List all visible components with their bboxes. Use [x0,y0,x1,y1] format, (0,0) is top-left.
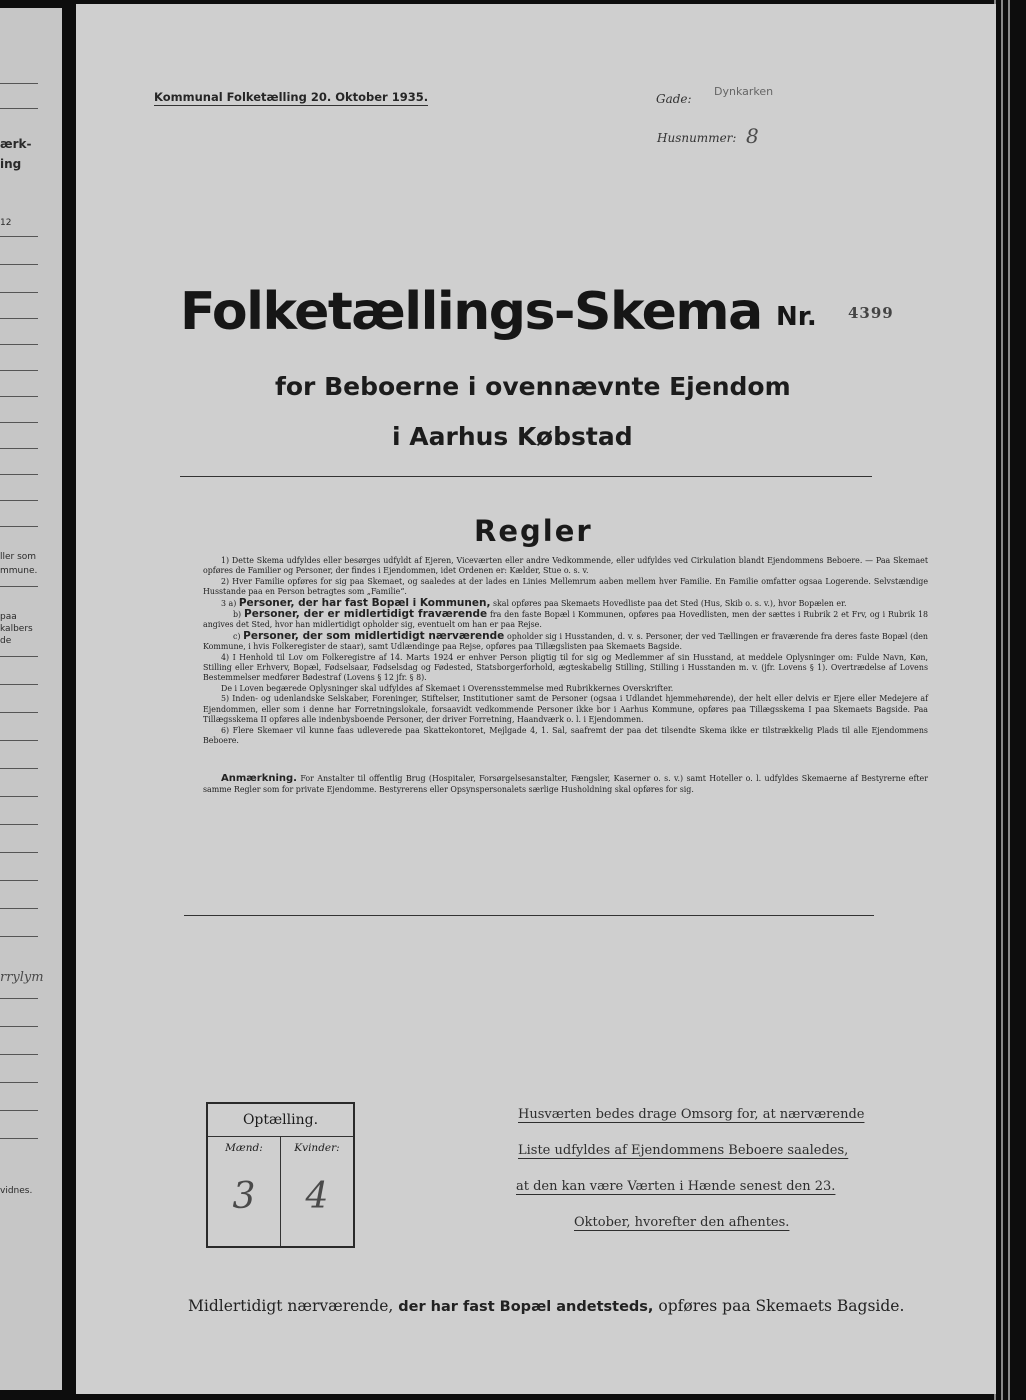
rule-line [0,500,38,501]
rule-line [0,768,38,769]
rule-line [0,936,38,937]
rule-1: 1) Dette Skema udfyldes eller besørges udfyldt af Ejeren, Viceværten eller andre Vedkommende, eller udfyldes ved Cirkulation blandt Ejendommens Beboere. — Paa Skemaet opføres de Familier og Personer, der findes i Ejendommen, idet Ordenen er: Kælder, Stue o. s. v. [203,556,928,576]
rule-4: 4) I Henhold til Lov om Folkeregistre af 14. Marts 1924 er enhver Person pligtig til for sig og Medlemmer af sin Husstand, at meddele Oplysninger om: Fulde Navn, Køn, Stilling eller Erhverv, Bopæl, Fødselsaar, Fødselsdag og Fødested, Statsborgerforhold, ægteskabelig Stilling, Stilling i Husstanden m. v. (jfr. Lovens § 1). Overtrædelse af Lovens Bestemmelser medfører Bødestraf (Lovens § 12 jfr. § 8). [203,652,928,683]
count-box [206,1102,355,1248]
left-fragment: kalbers [0,624,33,634]
rule-line [0,908,38,909]
rule-line [0,1054,38,1055]
women-count: 4 [305,1176,329,1217]
rule-line [0,422,38,423]
remark-text: For Anstalter til offentlig Brug (Hospitaler, Forsørgelsesanstalter, Fængsler, Kaserner o. s. v.) samt Hoteller o. l. udfyldes Skemaerne af Bestyrerne efter samme Regler som for private Ejendomme. Bestyrerens eller Opsynspersonalets særlige Husholdning skal opføres for sig. [203,774,928,794]
footer-part-2: opføres paa Skemaets Bagside. [658,1297,905,1315]
rule-3a-number: 3 a) [221,598,237,608]
left-handwriting: rrylym [0,970,44,985]
landlord-note-line: Husværten bedes drage Omsorg for, at nærværende [518,1107,865,1122]
rule-line [0,526,38,527]
rule-line [0,83,38,84]
footer-note [188,1297,904,1315]
rule-3a-text: skal opføres paa Skemaets Hovedliste paa det Sted (Hus, Skib o. s. v.), hvor Bopælen er. [492,598,847,608]
remark [203,774,928,795]
rule-3c-text: opholder sig i Husstanden, d. v. s. Personer, der ved Tællingen er fraværende fra deres faste Bopæl (den Kommune, i hvis Folkeregister de staar), samt Udlændinge paa Rejse, opføres paa Tillægslisten paa Skemaets Bagside. [203,631,928,652]
rule-line [0,318,38,319]
left-fragment: paa [0,612,17,622]
landlord-note-line: Oktober, hvorefter den afhentes. [574,1215,790,1230]
rule-line [0,852,38,853]
rule-line [0,236,38,237]
census-line: Kommunal Folketælling 20. Oktober 1935. [154,90,429,104]
rule-line [0,474,38,475]
street-value: Dynkarken [714,85,774,98]
left-fragment: 12 [0,218,12,228]
men-label: Mænd: [225,1142,263,1154]
census-form-page [76,4,996,1394]
rule-5: 5) Inden- og udenlandske Selskaber, Foreninger, Stiftelser, Institutioner samt de Personer (ogsaa i Udlandet hjemmehørende), der helt eller delvis er Ejere eller Medejere af Ejendommen, eller som i denne har Forretningslokale, forsaavidt vedkommende Personer ikke bor i Aarhus Kommune, opføres paa Tillægsskema I paa Skemaets Bagside. Paa Tillægsskema II opføres alle indenbysboende Personer, der driver Forretning, Haandværk o. l. i Ejendommen. [203,694,928,725]
edge-line [1001,0,1003,1400]
left-fragment: vidnes. [0,1186,33,1196]
landlord-note-line: at den kan være Værten i Hænde senest den 23. [516,1179,836,1194]
street-label: Gade: [656,92,692,106]
rule-line [0,880,38,881]
left-fragment: ller som [0,552,37,562]
rule-line [0,344,38,345]
rule-3b [203,609,928,631]
rules-text [203,556,928,795]
rule-line [0,1138,38,1139]
divider [184,915,874,916]
left-fragment: ærk- [0,137,32,151]
rules-heading: Regler [474,514,593,548]
rule-4b: De i Loven begærede Oplysninger skal udfyldes af Skemaet i Overensstemmelse med Rubrikkernes Overskrifter. [221,683,674,693]
left-fragment: mmune. [0,566,38,576]
rule-line [0,684,38,685]
form-title: Folketællings-Skema [180,282,762,342]
left-fragment: ing [0,157,22,171]
rule-line [0,586,38,587]
rule-3b-heading: Personer, der er midlertidigt fraværende [244,608,488,621]
rule-line [0,396,38,397]
left-facing-page [0,8,62,1390]
rule-6: 6) Flere Skemaer vil kunne faas udleverede paa Skattekontoret, Mejlgade 4, 1. Sal, saafremt der paa det tilsendte Skema ikke er tilstrækkelig Plads til alle Ejendommens Beboere. [203,725,928,745]
form-number: 4399 [848,304,894,322]
footer-bold: der har fast Bopæl andetsteds, [398,1299,654,1315]
rule-line [0,448,38,449]
form-number-label: Nr. [776,302,817,332]
left-fragment: de [0,636,12,646]
rule-line [0,292,38,293]
rule-line [0,370,38,371]
rule-line [0,824,38,825]
rule-3b-text: fra den faste Bopæl i Kommunen, opføres paa Hovedlisten, men der sættes i Rubrik 2 et Frv, og i Rubrik 18 angives det Sted, hvor han midlertidigt opholder sig, eventuelt om han er paa Rejse. [203,610,929,630]
rule-line [0,712,38,713]
landlord-note-line: Liste udfyldes af Ejendommens Beboere saaledes, [518,1143,849,1158]
house-number-value: 8 [746,124,759,148]
rule-line [0,264,38,265]
form-city: i Aarhus Købstad [392,422,633,451]
rule-2: 2) Hver Familie opføres for sig paa Skemaet, og saaledes at der lades en Linies Mellemrum aaben mellem hver Familie. En Familie omfatter ogsaa Logerende. Selvstændige Husstande paa en Person betragtes som „Familie“. [203,576,928,597]
edge-line [1008,0,1010,1400]
rule-3c-heading: Personer, der som midlertidigt nærværende [243,629,505,642]
form-subtitle: for Beboerne i ovennævnte Ejendom [275,372,791,401]
count-box-title: Optælling. [208,1104,353,1137]
rule-line [0,740,38,741]
rule-line [0,796,38,797]
rule-3a-heading: Personer, der har fast Bopæl i Kommunen, [238,596,491,609]
rule-3c-number: c) [233,631,241,641]
house-number-label: Husnummer: [657,131,737,145]
footer-part-1: Midlertidigt nærværende, [188,1297,394,1315]
rule-line [0,1082,38,1083]
rule-line [0,1026,38,1027]
remark-label: Anmærkning. [221,773,297,785]
rule-line [0,1110,38,1111]
rule-line [0,656,38,657]
men-count: 3 [232,1176,256,1217]
women-label: Kvinder: [294,1142,340,1154]
rule-line [0,108,38,109]
rule-3c [203,631,928,653]
rule-line [0,998,38,999]
divider [180,476,872,477]
rule-3b-number: b) [233,610,242,620]
